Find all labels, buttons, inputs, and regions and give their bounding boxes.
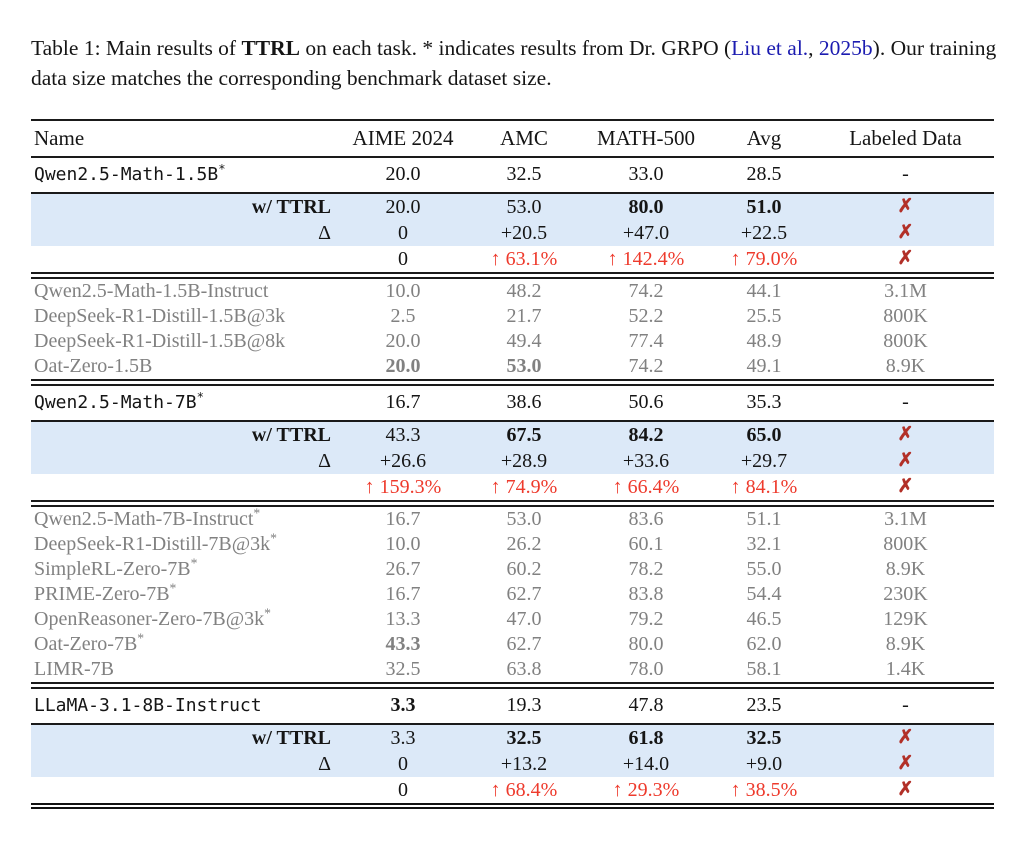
cell-value: 3.3 — [390, 694, 416, 717]
cell-value: 26.7 — [385, 558, 421, 581]
asterisk-marker: * — [137, 630, 145, 646]
table-row — [31, 632, 994, 657]
cell-value: 43.3 — [385, 424, 421, 447]
cell-value: 47.8 — [628, 694, 664, 717]
cell-value: 74.2 — [628, 355, 664, 378]
row-label: Qwen2.5-Math-7B-Instruct* — [34, 505, 261, 531]
cell-value: - — [902, 694, 909, 717]
cell-value: 54.4 — [746, 583, 782, 606]
table-row — [31, 246, 994, 276]
cell-value: 800K — [883, 330, 928, 353]
cell-value: 65.0 — [746, 424, 782, 447]
cell-value: 51.0 — [746, 196, 782, 219]
cell-value: 21.7 — [506, 305, 542, 328]
results-table — [31, 119, 994, 809]
cross-icon: ✗ — [897, 779, 914, 801]
cell-value: 35.3 — [746, 391, 782, 414]
cell-value: 20.0 — [385, 196, 421, 219]
cross-icon: ✗ — [897, 222, 914, 244]
cell-value: ↑ 142.4% — [607, 248, 685, 271]
cell-value: 38.6 — [506, 391, 542, 414]
cell-value: 8.9K — [885, 633, 926, 656]
cell-value: 47.0 — [506, 608, 542, 631]
cell-value: 13.3 — [385, 608, 421, 631]
cell-value: 48.9 — [746, 330, 782, 353]
table-row — [31, 220, 994, 246]
cell-value: 20.0 — [385, 330, 421, 353]
cell-value: 67.5 — [506, 424, 542, 447]
cell-value: 61.8 — [628, 727, 664, 750]
cell-value: 32.1 — [746, 533, 782, 556]
row-label: w/ TTRL — [251, 424, 331, 447]
table-row — [31, 354, 994, 383]
citation-link-liu[interactable]: Liu et al. — [731, 36, 809, 60]
cell-value: 2.5 — [390, 305, 416, 328]
table-row — [31, 607, 994, 632]
cell-value: 26.2 — [506, 533, 542, 556]
cell-value: ↑ 29.3% — [612, 779, 680, 802]
cell-value: 60.2 — [506, 558, 542, 581]
row-label: Δ — [318, 222, 331, 245]
cell-value: 62.7 — [506, 633, 542, 656]
cell-value: 60.1 — [628, 533, 664, 556]
cell-value: 129K — [883, 608, 928, 631]
row-label: LLaMA-3.1-8B-Instruct — [34, 695, 262, 717]
cell-value: 32.5 — [506, 163, 542, 186]
row-label: DeepSeek-R1-Distill-1.5B@8k — [34, 330, 286, 353]
table-body — [31, 157, 994, 806]
col-header-math-500: MATH-500 — [597, 126, 695, 151]
table-row — [31, 448, 994, 474]
cell-value: - — [902, 391, 909, 414]
table-row — [31, 657, 994, 686]
table-row — [31, 276, 994, 305]
row-label: Δ — [318, 753, 331, 776]
row-label — [31, 777, 339, 806]
cell-value: 3.3 — [390, 727, 416, 750]
cell-value: 49.4 — [506, 330, 542, 353]
cell-value: ↑ 66.4% — [612, 476, 680, 499]
header-row — [31, 120, 994, 157]
cell-value: 3.1M — [884, 280, 927, 303]
cell-value: ↑ 38.5% — [730, 779, 798, 802]
table-caption — [31, 34, 997, 93]
cell-value: +9.0 — [745, 753, 783, 776]
cell-value: 3.1M — [884, 508, 927, 531]
row-label: w/ TTRL — [251, 727, 331, 750]
table-row — [31, 532, 994, 557]
caption-ttrl-bold: TTRL — [241, 36, 301, 60]
cell-value: 8.9K — [885, 355, 926, 378]
cell-value: 53.0 — [506, 508, 542, 531]
cell-value: +14.0 — [622, 753, 670, 776]
cell-value: 10.0 — [385, 280, 421, 303]
cell-value: +47.0 — [622, 222, 670, 245]
asterisk-marker: * — [169, 580, 177, 596]
col-header-labeled-data: Labeled Data — [849, 126, 962, 151]
table-row — [31, 777, 994, 806]
cross-icon: ✗ — [897, 727, 914, 749]
cross-icon: ✗ — [897, 196, 914, 218]
cell-value: 63.8 — [506, 658, 542, 681]
row-label: DeepSeek-R1-Distill-7B@3k* — [34, 530, 277, 556]
col-header-aime-2024: AIME 2024 — [352, 126, 454, 151]
asterisk-marker: * — [196, 390, 204, 405]
cell-value: 19.3 — [506, 694, 542, 717]
cell-value: ↑ 74.9% — [490, 476, 558, 499]
cross-icon: ✗ — [897, 450, 914, 472]
table-row — [31, 383, 994, 422]
caption-text: ). Our training data size matches the corresponding benchmark dataset size. — [31, 36, 997, 90]
row-label: PRIME-Zero-7B* — [34, 580, 177, 606]
cell-value: 79.2 — [628, 608, 664, 631]
cell-value: ↑ 63.1% — [490, 248, 558, 271]
cell-value: 10.0 — [385, 533, 421, 556]
cell-value: - — [902, 163, 909, 186]
cell-value: 0 — [398, 753, 408, 776]
table-row — [31, 157, 994, 193]
row-label — [31, 474, 339, 504]
cell-value: +26.6 — [379, 450, 427, 473]
col-header-avg: Avg — [746, 126, 782, 151]
cell-value: 32.5 — [385, 658, 421, 681]
cell-value: 49.1 — [746, 355, 782, 378]
row-label: OpenReasoner-Zero-7B@3k* — [34, 605, 271, 631]
cell-value: +28.9 — [500, 450, 548, 473]
cell-value: ↑ 84.1% — [730, 476, 798, 499]
asterisk-marker: * — [190, 555, 198, 571]
cell-value: 62.7 — [506, 583, 542, 606]
cell-value: 62.0 — [746, 633, 782, 656]
table-row — [31, 193, 994, 220]
asterisk-marker: * — [270, 530, 277, 546]
cell-value: 16.7 — [385, 583, 421, 606]
cell-value: 78.2 — [628, 558, 664, 581]
cell-value: 0 — [398, 248, 408, 271]
cell-value: 80.0 — [628, 196, 664, 219]
caption-text: , — [808, 36, 819, 60]
cell-value: 58.1 — [746, 658, 782, 681]
cell-value: 16.7 — [385, 508, 421, 531]
table-row — [31, 421, 994, 448]
cell-value: 1.4K — [885, 658, 926, 681]
row-label: Oat-Zero-7B* — [34, 630, 145, 656]
row-label: LIMR-7B — [34, 658, 114, 681]
cell-value: 51.1 — [746, 508, 782, 531]
cell-value: 84.2 — [628, 424, 664, 447]
table-row — [31, 304, 994, 329]
cell-value: 80.0 — [628, 633, 664, 656]
cell-value: 28.5 — [746, 163, 782, 186]
cell-value: 44.1 — [746, 280, 782, 303]
cell-value: 52.2 — [628, 305, 664, 328]
cell-value: 74.2 — [628, 280, 664, 303]
cross-icon: ✗ — [897, 476, 914, 498]
cell-value: +13.2 — [500, 753, 548, 776]
cell-value: +33.6 — [622, 450, 670, 473]
cell-value: 32.5 — [506, 727, 542, 750]
cell-value: 46.5 — [746, 608, 782, 631]
cell-value: +29.7 — [740, 450, 788, 473]
caption-text: Table 1: Main results of — [31, 36, 242, 60]
cell-value: 77.4 — [628, 330, 664, 353]
row-label: Qwen2.5-Math-7B* — [34, 390, 204, 414]
row-label: Δ — [318, 450, 331, 473]
table-row — [31, 724, 994, 751]
cell-value: 83.6 — [628, 508, 664, 531]
cell-value: 800K — [883, 533, 928, 556]
row-label: DeepSeek-R1-Distill-1.5B@3k — [34, 305, 286, 328]
cell-value: 800K — [883, 305, 928, 328]
asterisk-marker: * — [264, 605, 271, 621]
citation-link-2025b[interactable]: 2025b — [818, 36, 873, 60]
asterisk-marker: * — [253, 505, 261, 521]
cell-value: 25.5 — [746, 305, 782, 328]
cell-value: 50.6 — [628, 391, 664, 414]
cell-value: +22.5 — [740, 222, 788, 245]
cell-value: 43.3 — [385, 633, 421, 656]
table-row — [31, 686, 994, 725]
table-row — [31, 504, 994, 533]
cross-icon: ✗ — [897, 424, 914, 446]
row-label: w/ TTRL — [251, 196, 331, 219]
caption-text: on each task. * indicates results from Dr. GRPO ( — [300, 36, 732, 60]
cell-value: 78.0 — [628, 658, 664, 681]
cell-value: 230K — [883, 583, 928, 606]
table-row — [31, 474, 994, 504]
row-label: Qwen2.5-Math-1.5B* — [34, 162, 226, 186]
cell-value: 0 — [398, 222, 408, 245]
cell-value: 48.2 — [506, 280, 542, 303]
cell-value: 23.5 — [746, 694, 782, 717]
cell-value: 20.0 — [385, 163, 421, 186]
cell-value: 0 — [398, 779, 408, 802]
cell-value: 32.5 — [746, 727, 782, 750]
table-row — [31, 329, 994, 354]
table-row — [31, 557, 994, 582]
table-row — [31, 751, 994, 777]
cross-icon: ✗ — [897, 753, 914, 775]
cell-value: 53.0 — [506, 355, 542, 378]
cell-value: 20.0 — [385, 355, 421, 378]
row-label — [31, 246, 339, 276]
cell-value: 33.0 — [628, 163, 664, 186]
asterisk-marker: * — [218, 162, 226, 177]
table-row — [31, 582, 994, 607]
cell-value: +20.5 — [500, 222, 548, 245]
col-header-name: Name — [34, 126, 85, 151]
cell-value: 16.7 — [385, 391, 421, 414]
cell-value: ↑ 79.0% — [730, 248, 798, 271]
row-label: Qwen2.5-Math-1.5B-Instruct — [34, 280, 269, 303]
cell-value: 8.9K — [885, 558, 926, 581]
col-header-amc: AMC — [500, 126, 548, 151]
cell-value: 55.0 — [746, 558, 782, 581]
cell-value: 83.8 — [628, 583, 664, 606]
cell-value: ↑ 159.3% — [364, 476, 442, 499]
cell-value: 53.0 — [506, 196, 542, 219]
row-label: Oat-Zero-1.5B — [34, 355, 153, 378]
cross-icon: ✗ — [897, 248, 914, 270]
row-label: SimpleRL-Zero-7B* — [34, 555, 198, 581]
cell-value: ↑ 68.4% — [490, 779, 558, 802]
